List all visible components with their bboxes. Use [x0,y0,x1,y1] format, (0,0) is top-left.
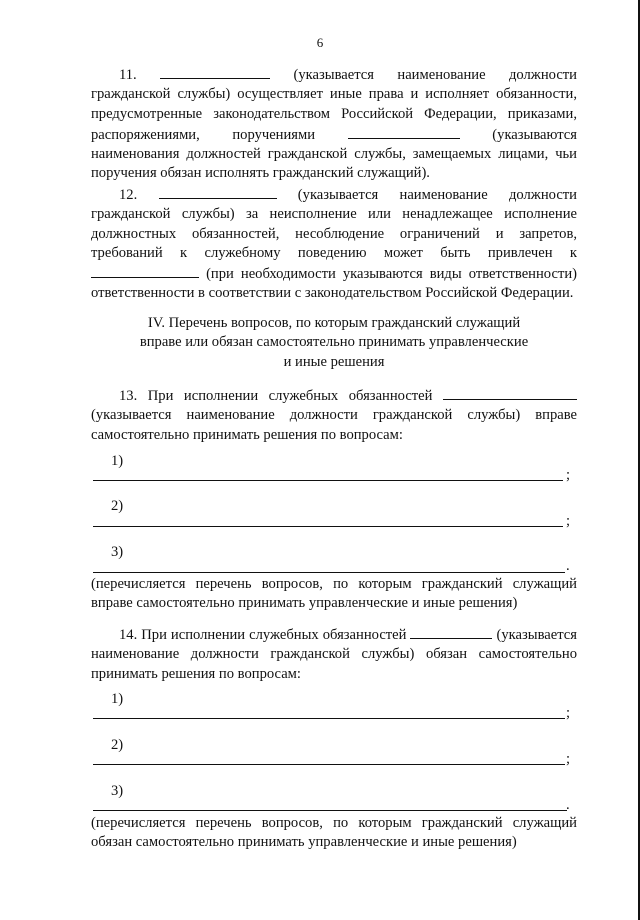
section-heading-line-3: и иные решения [283,353,385,370]
fill-in-line [93,526,563,527]
section-heading-line-1: IV. Перечень вопросов, по которым гражданский служащий [147,315,521,331]
fill-in-line [93,764,565,765]
paragraph-12 [91,184,577,304]
paragraph-12-text-2: (при необходимости указываются виды ответственности) ответственности в соответствии с законодательством Российской Федерации. [91,266,577,302]
list-item-number: 3) [111,544,124,560]
line-ending: ; [566,705,571,721]
blank-field [160,64,270,79]
list-item-number: 1) [111,453,124,469]
list-item-number: 3) [111,783,124,799]
paragraph-14 [91,624,577,684]
paragraph-13-note: (перечисляется перечень вопросов, по которым гражданский служащий вправе самостоятельно принимать управленческие и иные решения) [91,576,577,612]
section-heading [91,314,577,372]
fill-in-line [93,572,565,573]
line-ending: . [566,558,570,574]
paragraph-11-number: 11. [119,67,137,83]
list-item-number: 2) [111,498,124,514]
blank-field [410,624,492,639]
line-ending: ; [566,751,571,767]
list-item-number: 2) [111,737,124,753]
paragraph-13 [91,385,577,445]
blank-field [91,263,199,278]
paragraph-14-lead: 14. При исполнении служебных обязанностей [119,627,407,643]
blank-field [443,385,577,400]
paragraph-12-text-1: (указывается наименование должности гражданской службы) за неисполнение или ненадлежащее исполнение должностных обязанностей, несоблюдение ограничений и запретов, требований к служебному поведению может быть привлечен к [91,187,577,261]
list-item-number: 1) [111,691,124,707]
line-ending: . [566,797,570,813]
paragraph-14-text: (указывается наименование должности гражданской службы) обязан самостоятельно принимать решения по вопросам: [91,627,577,682]
fill-in-line [93,718,565,719]
fill-in-line [93,480,563,481]
paragraph-11-text-1: (указывается наименование должности гражданской службы) осуществляет иные права и исполняет обязанности, предусмотренные законодательством Российской Федерации, приказами, распоряжениями, поручениями [91,67,577,143]
paragraph-13-text: (указывается наименование должности гражданской службы) вправе самостоятельно принимать решения по вопросам: [91,407,577,443]
line-ending: ; [566,467,571,483]
paragraph-13-lead: 13. При исполнении служебных обязанностей [119,388,433,404]
paragraph-11 [91,64,577,184]
section-heading-line-2: вправе или обязан самостоятельно принимать управленческие [139,334,529,351]
blank-field [348,124,460,139]
paragraph-12-number: 12. [119,187,138,203]
line-ending: ; [566,513,571,529]
paragraph-14-note: (перечисляется перечень вопросов, по которым гражданский служащий обязан самостоятельно принимать управленческие и иные решения) [91,815,577,851]
blank-field [159,184,277,199]
paragraph-11-text-2: (указываются наименования должностей гражданской службы, замещаемых лицами, чьи поручения обязан исполнять гражданский служащий). [91,126,577,182]
fill-in-line [93,810,567,811]
page-number: 6 [316,35,324,50]
